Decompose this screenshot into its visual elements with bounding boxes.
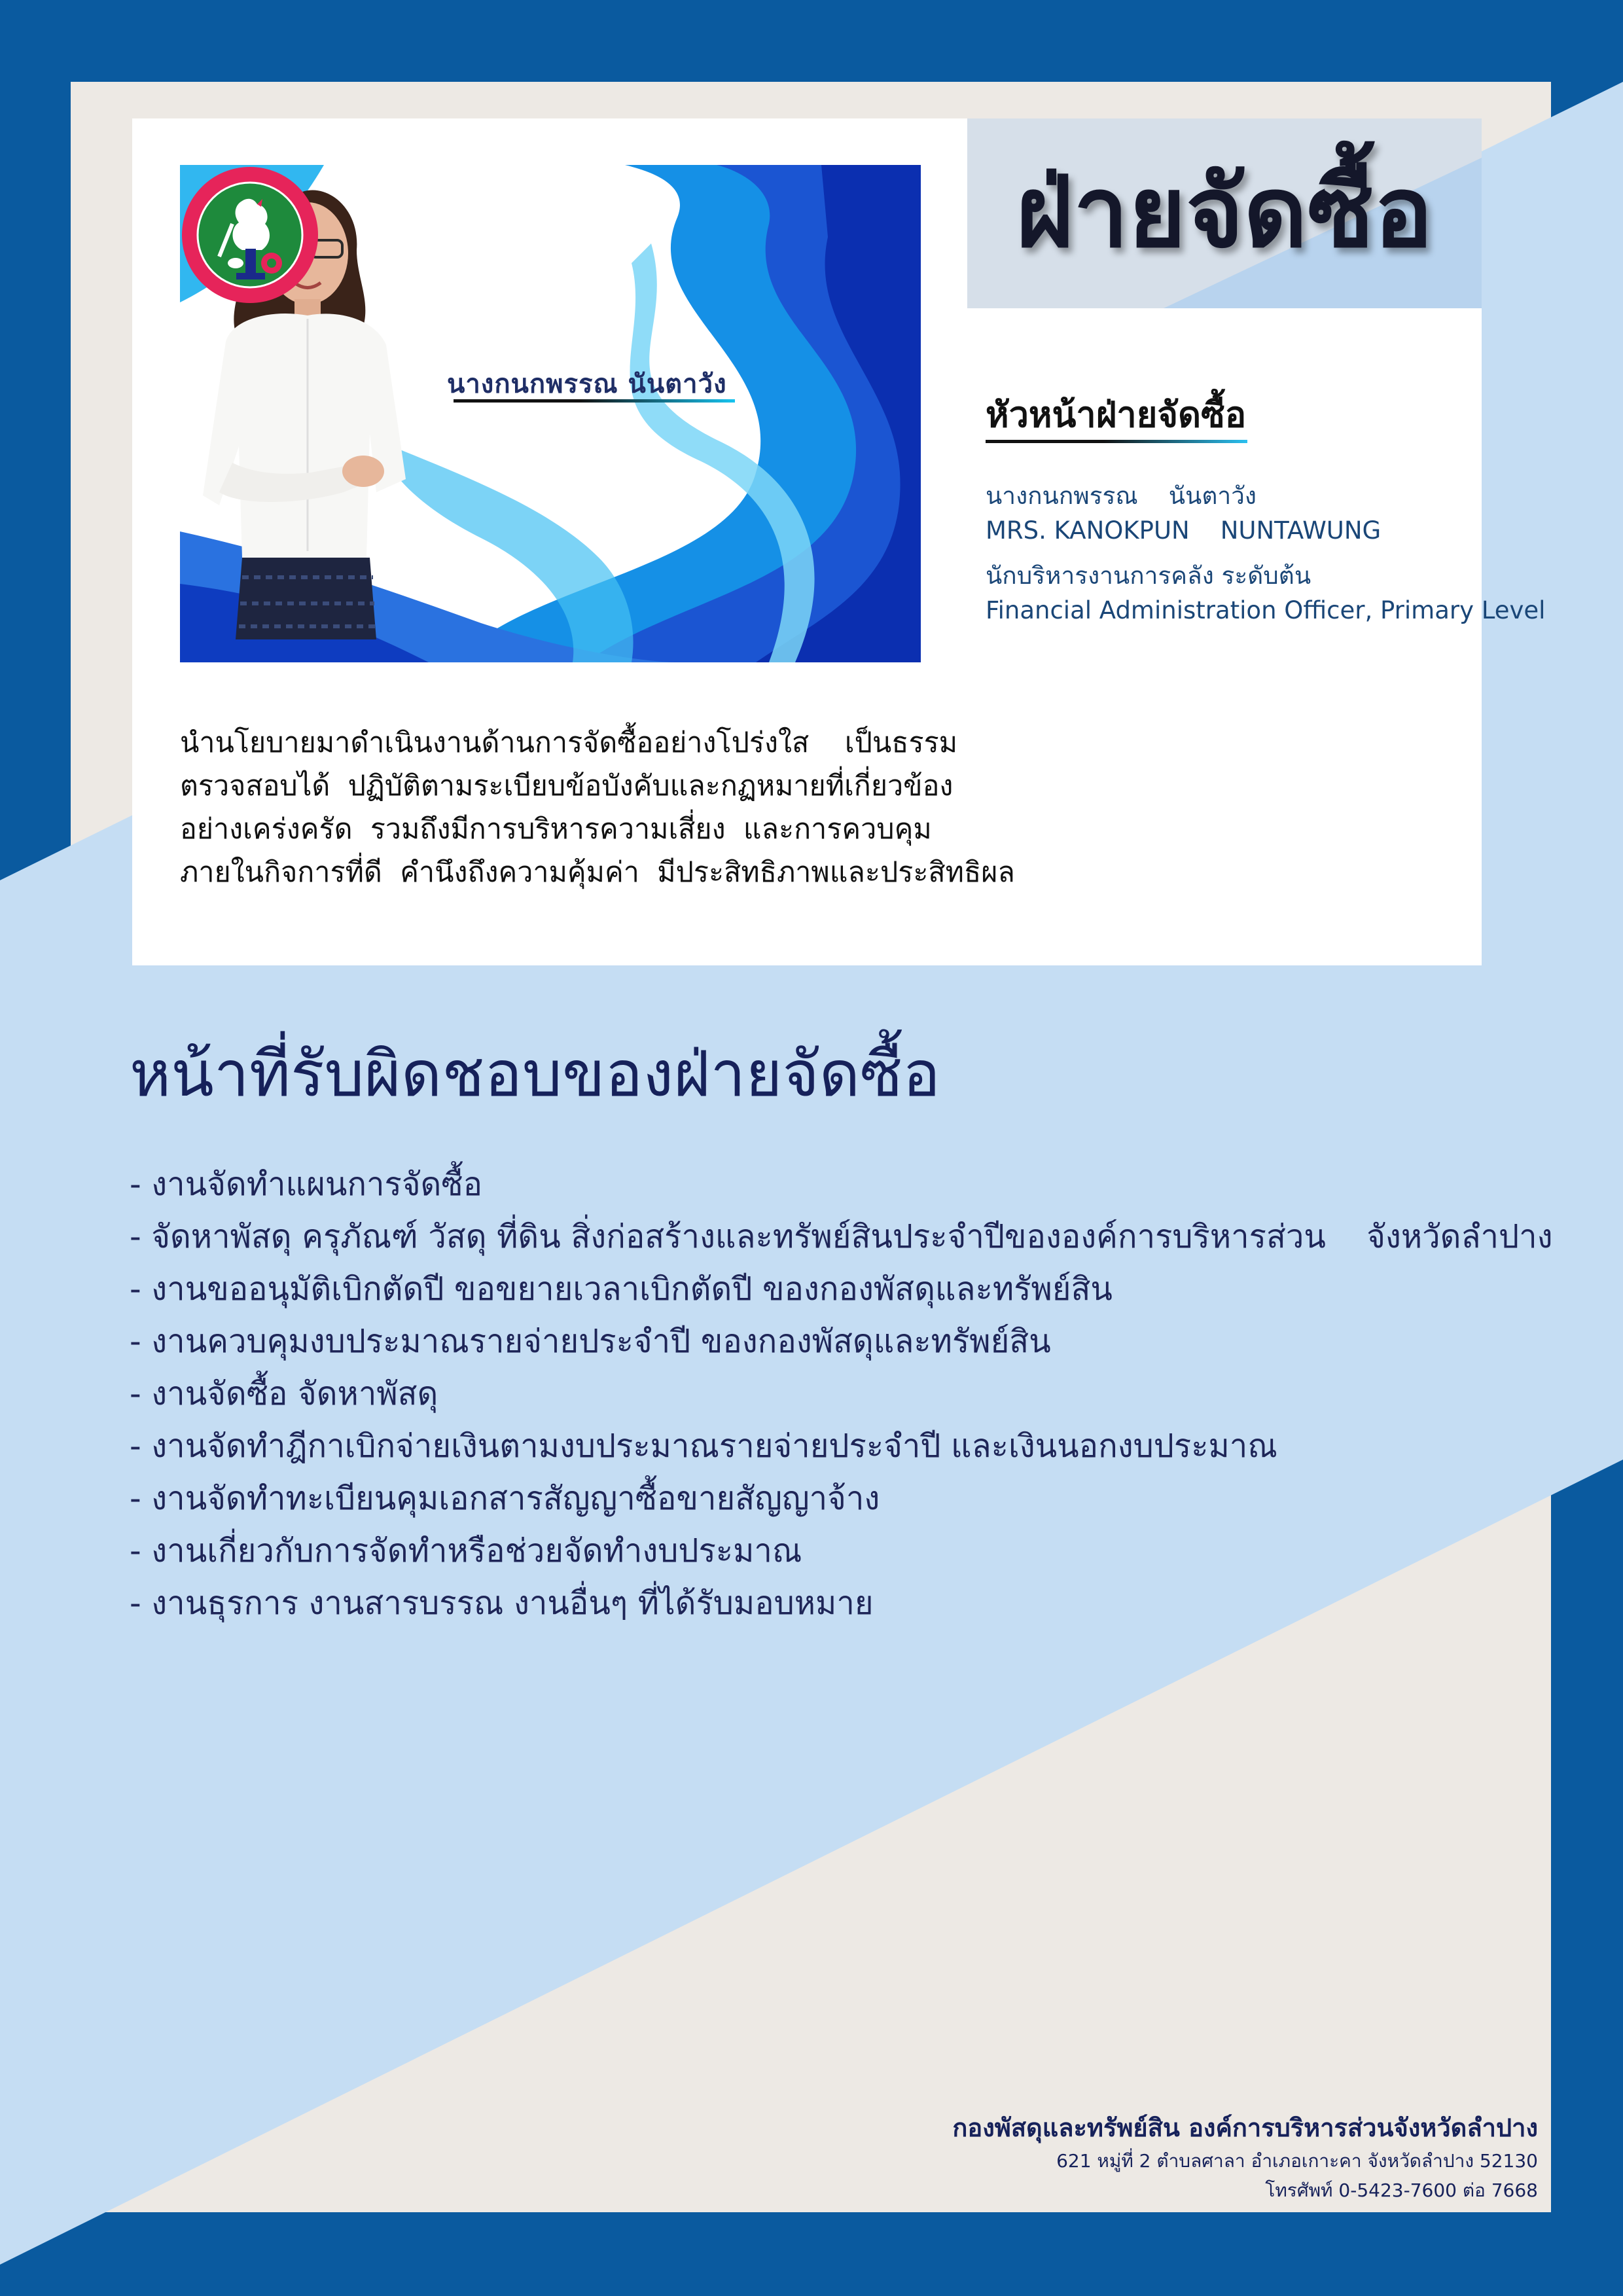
duties-title: หน้าที่รับผิดชอบของฝ่ายจัดซื้อ — [130, 1037, 940, 1111]
footer-org: กองพัสดุและทรัพย์สิน องค์การบริหารส่วนจังหวัดลำปาง — [952, 2113, 1538, 2142]
duty-item: - งานธุรการ งานสารบรรณ งานอื่นๆ ที่ได้รับมอบหมาย — [130, 1585, 874, 1622]
footer-address: 621 หมู่ที่ 2 ตำบลศาลา อำเภอเกาะคา จังหวัดลำปาง 52130 — [1056, 2150, 1538, 2172]
policy-line: อย่างเคร่งครัด รวมถึงมีการบริหารความเสี่ยง และการควบคุม — [180, 813, 932, 846]
pao-lampang-emblem-icon — [180, 165, 320, 305]
duty-item: - งานเกี่ยวกับการจัดทำหรือช่วยจัดทำงบประมาณ — [130, 1532, 802, 1570]
duty-item: - จัดหาพัสดุ ครุภัณฑ์ วัสดุ ที่ดิน สิ่งก่อสร้างและทรัพย์สินประจำปีขององค์การบริหารส่วน จังหวัดลำปาง — [130, 1218, 1553, 1255]
head-position-thai: นักบริหารงานการคลัง ระดับต้น — [986, 562, 1311, 590]
banner-name: นางกนกพรรณ นันตาวัง — [447, 369, 727, 399]
duty-item: - งานจัดทำแผนการจัดซื้อ — [130, 1166, 483, 1203]
head-title-underline — [986, 440, 1247, 443]
head-name-english: MRS. KANOKPUN NUNTAWUNG — [986, 516, 1382, 545]
head-title: หัวหน้าฝ่ายจัดซื้อ — [986, 394, 1247, 435]
policy-line: ภายในกิจการที่ดี คำนึงถึงความคุ้มค่า มีประสิทธิภาพและประสิทธิผล — [180, 856, 1015, 889]
policy-line: ตรวจสอบได้ ปฏิบัติตามระเบียบข้อบังคับและกฏหมายที่เกี่ยวข้อง — [180, 770, 954, 802]
head-position-english: Financial Administration Officer, Primary Level — [986, 596, 1546, 624]
policy-line: นำนโยบายมาดำเนินงานด้านการจัดซื้ออย่างโปร่งใส เป็นธรรม — [180, 726, 958, 759]
head-name-thai: นางกนกพรรณ นันตาวัง — [986, 482, 1257, 510]
duty-item: - งานขออนุมัติเบิกตัดปี ขอขยายเวลาเบิกตัดปี ของกองพัสดุและทรัพย์สิน — [130, 1270, 1113, 1308]
footer-phone: โทรศัพท์ 0-5423-7600 ต่อ 7668 — [1265, 2179, 1538, 2201]
duty-item: - งานควบคุมงบประมาณรายจ่ายประจำปี ของกองพัสดุและทรัพย์สิน — [130, 1323, 1051, 1360]
profile-banner — [180, 165, 921, 662]
duty-item: - งานจัดทำทะเบียนคุมเอกสารสัญญาซื้อขายสัญญาจ้าง — [130, 1480, 880, 1517]
duty-item: - งานจัดทำฎีกาเบิกจ่ายเงินตามงบประมาณรายจ่ายประจำปี และเงินนอกงบประมาณ — [130, 1427, 1277, 1465]
banner-name-underline — [454, 399, 735, 403]
page-title: ฝ่ายจัดซื้อ — [1016, 156, 1433, 270]
duty-item: - งานจัดซื้อ จัดหาพัสดุ — [130, 1375, 438, 1412]
